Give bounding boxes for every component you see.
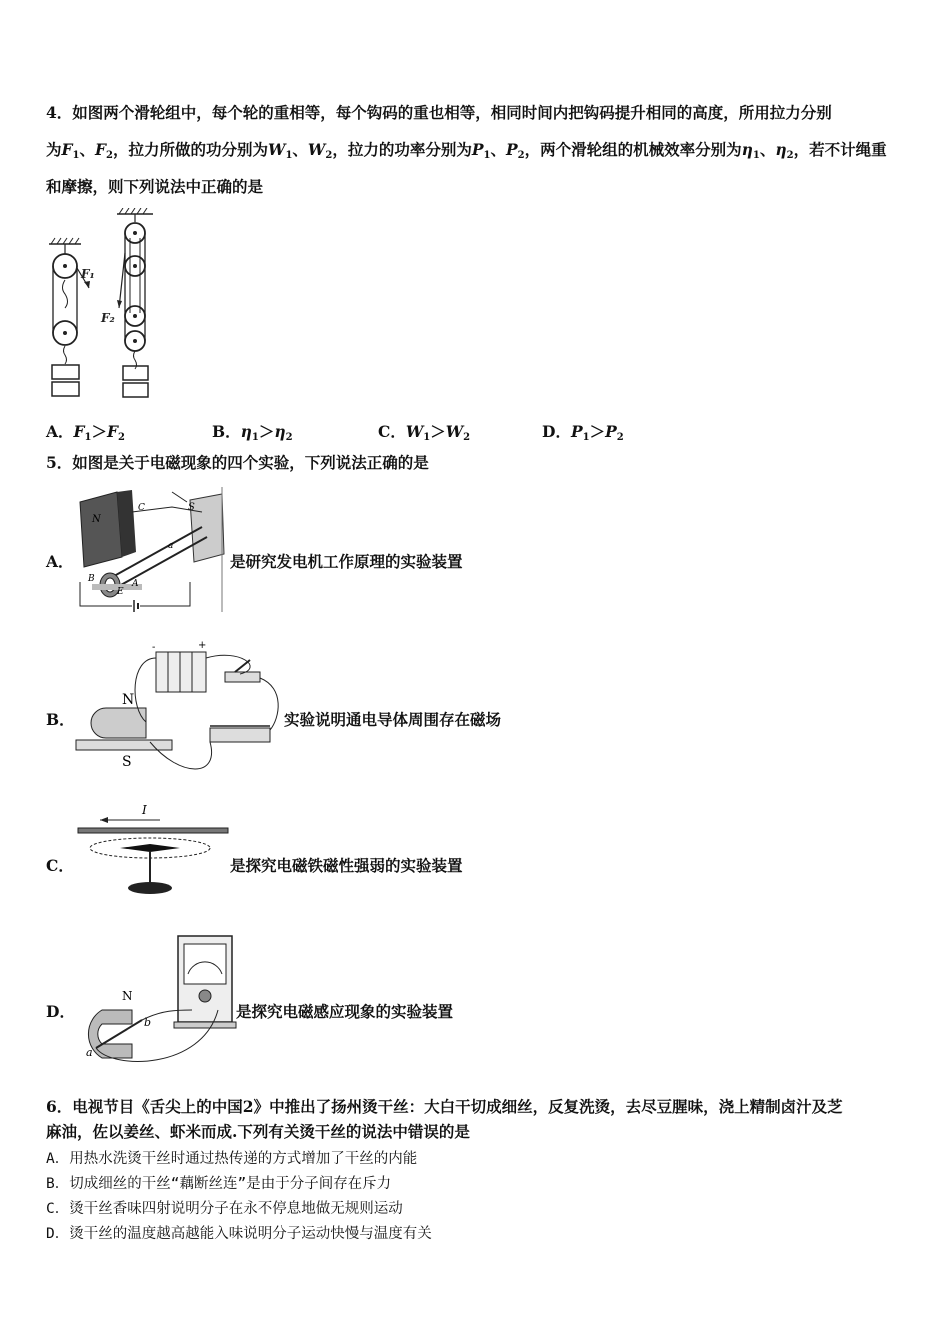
q4-option-c[interactable] — [378, 420, 470, 443]
subscript: 1 — [84, 432, 92, 443]
label-a: a — [86, 1046, 93, 1059]
q5-option-d-text: 是探究电磁感应现象的实验装置 — [236, 1002, 454, 1021]
subscript: 2 — [786, 150, 794, 161]
symbol: F — [95, 140, 107, 159]
q6-line1: 6．电视节目《舌尖上的中国2》中推出了扬州烫干丝：大白干切成细丝，反复洗烫，去尽豆腥味，浇上精制卤汁及芝 — [46, 1097, 843, 1116]
relation: ＞ — [91, 422, 108, 441]
subscript: 1 — [752, 150, 760, 161]
q4-line1: 4．如图两个滑轮组中，每个轮的重相等，每个钩码的重也相等，相同时间内把钩码提升相同的高度，所用拉力分别 — [46, 103, 832, 122]
subscript: 2 — [285, 432, 293, 443]
q6-line2: 麻油，佐以姜丝、虾米而成.下列有关烫干丝的说法中错误的是 — [46, 1122, 470, 1141]
q5-stem: 5．如图是关于电磁现象的四个实验，下列说法正确的是 — [46, 453, 429, 472]
q4-line2 — [46, 140, 887, 166]
subscript: 2 — [118, 432, 126, 443]
subscript: 1 — [483, 150, 491, 161]
q5-option-d-letter[interactable]: D． — [46, 1002, 75, 1021]
symbol: P — [505, 140, 518, 159]
symbol: W — [268, 140, 286, 159]
subscript: 1 — [72, 150, 80, 161]
q5-option-b-text: 实验说明通电导体周围存在磁场 — [284, 710, 502, 729]
q6-option-c[interactable]: C．烫干丝香味四射说明分子在永不停息地做无规则运动 — [46, 1201, 403, 1217]
q5-option-a-letter[interactable]: A． — [46, 552, 74, 571]
q4-option-d[interactable] — [542, 420, 624, 443]
subscript: 1 — [251, 432, 259, 443]
pulley-figure — [45, 208, 175, 403]
label-b: B — [88, 574, 95, 584]
subscript: 1 — [285, 150, 293, 161]
separator: 、 — [759, 140, 776, 159]
symbol: W — [445, 422, 464, 441]
option-letter: B． — [212, 422, 241, 441]
symbol: η — [741, 140, 753, 159]
label-c: C — [138, 503, 145, 513]
relation: ＞ — [430, 422, 446, 441]
q6-option-d[interactable]: D．烫干丝的温度越高越能入味说明分子运动快慢与温度有关 — [46, 1226, 432, 1242]
text-segment: ，两个滑轮组的机械效率分别为 — [524, 140, 742, 159]
q6-option-a[interactable]: A．用热水洗烫干丝时通过热传递的方式增加了干丝的内能 — [46, 1151, 418, 1167]
subscript: 1 — [423, 432, 431, 443]
q5-option-c-letter[interactable]: C． — [46, 856, 74, 875]
option-letter: A． — [46, 422, 74, 441]
text-segment: ，若不计绳重 — [793, 140, 887, 159]
symbol: F — [73, 422, 85, 441]
symbol: η — [775, 140, 787, 159]
label-n: N — [92, 514, 101, 525]
label-lower-a: a — [168, 541, 174, 551]
symbol: P — [605, 422, 617, 441]
subscript: 2 — [325, 150, 333, 161]
q6-option-b[interactable]: B．切成细丝的干丝“藕断丝连”是由于分子间存在斥力 — [46, 1176, 392, 1192]
q4-option-b[interactable] — [212, 420, 293, 443]
label-s: S — [188, 502, 195, 513]
f2-label: F₂ — [101, 311, 115, 325]
q5-option-c-text: 是探究电磁铁磁性强弱的实验装置 — [230, 856, 463, 875]
label-plus: + — [198, 640, 207, 651]
subscript: 2 — [517, 150, 525, 161]
text-segment: ，拉力的功率分别为 — [332, 140, 472, 159]
oersted-apparatus-figure — [70, 638, 285, 783]
text-segment: ，拉力所做的功分别为 — [113, 140, 269, 159]
option-letter: D． — [542, 422, 571, 441]
label-minus: - — [152, 642, 156, 653]
symbol: P — [471, 140, 484, 159]
subscript: 2 — [616, 432, 624, 443]
symbol: η — [240, 422, 252, 441]
q4-line3: 和摩擦，则下列说法中正确的是 — [46, 177, 264, 196]
f1-label: F₁ — [81, 267, 95, 281]
label-e: E — [117, 587, 124, 597]
q4-option-a[interactable] — [46, 420, 125, 443]
label-n: N — [122, 989, 133, 1003]
symbol: W — [405, 422, 424, 441]
symbol: P — [570, 422, 583, 441]
compass-wire-figure — [70, 800, 230, 905]
separator: 、 — [79, 140, 96, 159]
label-s: S — [122, 754, 132, 770]
q5-option-b-letter[interactable]: B． — [46, 710, 75, 729]
symbol: η — [274, 422, 286, 441]
label-a: A — [132, 579, 139, 589]
symbol: W — [307, 140, 326, 159]
induction-apparatus-figure — [82, 930, 237, 1070]
separator: 、 — [490, 140, 506, 159]
label-i: I — [142, 803, 147, 817]
q5-option-a-text: 是研究发电机工作原理的实验装置 — [230, 552, 463, 571]
relation: ＞ — [589, 422, 606, 441]
relation: ＞ — [258, 422, 275, 441]
separator: 、 — [292, 140, 308, 159]
subscript: 2 — [463, 432, 471, 443]
generator-apparatus-figure — [72, 482, 230, 612]
label-n: N — [122, 692, 135, 708]
label-b: b — [144, 1016, 152, 1029]
option-letter: C． — [378, 422, 406, 441]
subscript: 2 — [106, 150, 113, 161]
symbol: F — [61, 140, 73, 159]
text-segment: 为 — [46, 140, 62, 159]
symbol: F — [107, 422, 119, 441]
subscript: 1 — [582, 432, 590, 443]
